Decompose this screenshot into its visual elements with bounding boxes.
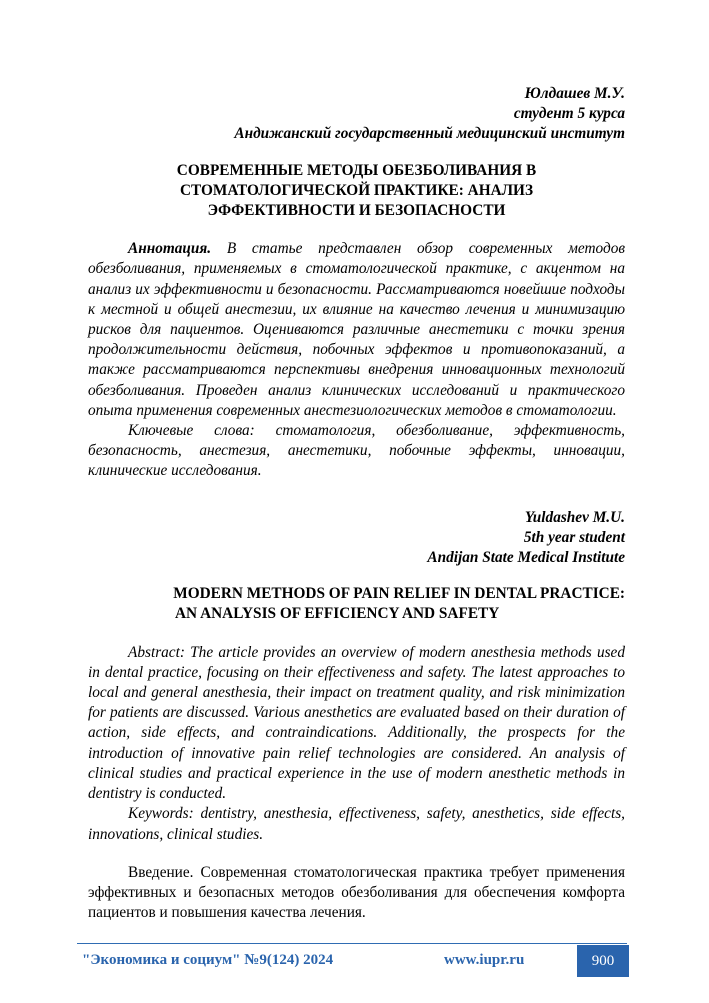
en-institution: Andijan State Medical Institute — [427, 549, 625, 567]
en-author: Yuldashev M.U. — [524, 508, 625, 526]
intro-paragraph: Введение. Современная стоматологическая практика требует применения эффективных и безопасных методов обезболивания для обеспечения комфорта пациентов и повышения качества лечения. — [88, 863, 625, 922]
en-title-line: MODERN METHODS OF PAIN RELIEF IN DENTAL PRACTICE: — [173, 585, 625, 603]
page-number: 900 — [577, 945, 629, 977]
article-page — [88, 84, 625, 923]
ru-abstract — [88, 239, 625, 421]
ru-author: Юлдашев М.У. — [524, 85, 625, 102]
en-title-line: AN ANALYSIS OF EFFICIENCY AND SAFETY — [175, 605, 500, 623]
journal-name: "Экономика и социум" №9(124) 2024 — [82, 952, 334, 968]
ru-title-line: СОВРЕМЕННЫЕ МЕТОДЫ ОБЕЗБОЛИВАНИЯ В — [176, 161, 537, 179]
website-link[interactable]: www.iupr.ru — [444, 952, 525, 968]
ru-title-line: ЭФФЕКТИВНОСТИ И БЕЗОПАСНОСТИ — [207, 202, 506, 220]
en-abstract: Abstract: The article provides an overview of modern anesthesia methods used in dental practice, focusing on their effectiveness and safety. The latest approaches to local and general anesthesia, their impact on treatment quality, and risk minimization for patients are discussed. Various anesthetics are evaluated based on their duration of action, side effects, and contraindications. Additionally, the prospects for the introduction of innovative pain relief technologies are considered. An analysis of clinical studies and practical experience in the use of modern anesthetic methods in dentistry is conducted. — [88, 643, 625, 803]
ru-title-line: СТОМАТОЛОГИЧЕСКОЙ ПРАКТИКЕ: АНАЛИЗ — [179, 181, 534, 199]
ru-institution: Андижанский государственный медицинский институт — [234, 125, 625, 143]
ru-title — [88, 161, 625, 222]
en-keywords: Keywords: dentistry, anesthesia, effectiveness, safety, anesthetics, side effects, innovations, clinical studies. — [88, 805, 625, 843]
page-footer — [77, 943, 627, 977]
ru-abstract-text: В статье представлен обзор современных методов обезболивания, применяемых в стоматологической практике, с акцентом на анализ их эффективности и безопасности. Рассматриваются новейшие подходы к местной и общей анестезии, их влияние на качество лечения и минимизацию рисков для пациентов. Оцениваются различные анестетики с точки зрения продолжительности действия, побочных эффектов и противопоказаний, а также рассматриваются перспективы внедрения инновационных технологий обезболивания. Проведен анализ клинических исследований и практического опыта применения современных анестезиологических методов в стоматологии. — [88, 240, 625, 419]
ru-keywords: Ключевые слова: стоматология, обезболивание, эффективность, безопасность, анестезия, анестетики, побочные эффекты, инновации, клинические исследования. — [88, 422, 625, 480]
ru-position: студент 5 курса — [513, 105, 625, 123]
en-title — [88, 584, 625, 624]
ru-abstract-label: Аннотация. — [128, 240, 212, 258]
en-position: 5th year student — [523, 528, 625, 546]
